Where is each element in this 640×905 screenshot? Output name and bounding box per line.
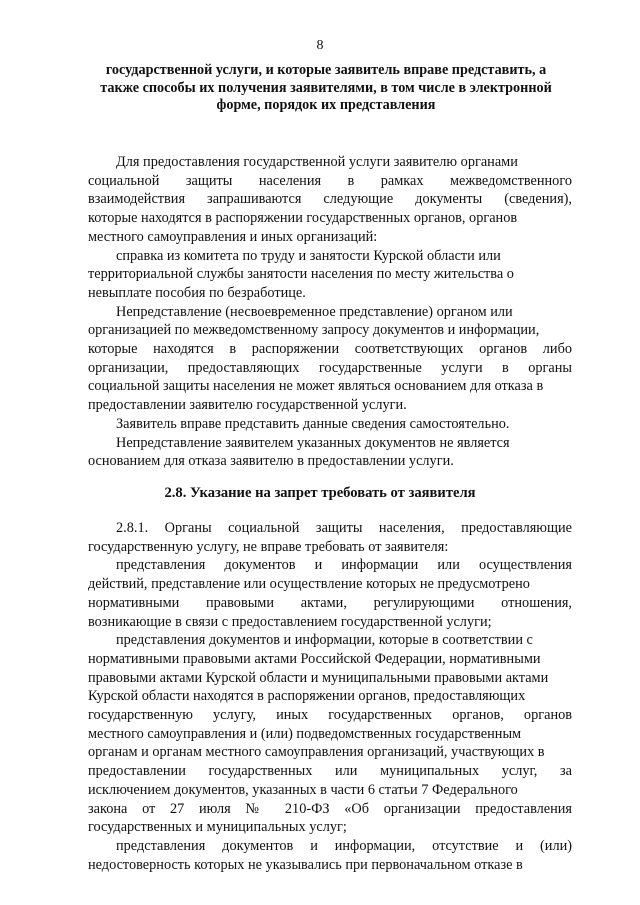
text-line: государственную услугу, не вправе требовать от заявителя: — [88, 538, 449, 555]
text-line: Заявитель вправе представить данные сведения самостоятельно. — [116, 415, 510, 432]
text-line: взаимодействия запрашиваются следующие документы (сведения), — [88, 191, 572, 208]
text-line: государственных и муниципальных услуг; — [88, 819, 347, 836]
text-line: Для предоставления государственной услуги заявителю органами — [116, 154, 518, 170]
text-line: Курской области находятся в распоряжении органов, предоставляющих — [88, 688, 526, 705]
text-line: которые находятся в распоряжении государственных органов, органов — [88, 210, 518, 227]
body-text-block-1 — [88, 153, 572, 471]
text-line: местного самоуправления и иных организаций: — [88, 228, 378, 245]
body-text-block-2 — [88, 519, 572, 874]
text-line: предоставлении заявителю государственной услуги. — [88, 397, 407, 414]
text-line: государственную услугу, иных государственных органов, органов — [88, 707, 572, 724]
heading-line: государственной услуги, и которые заявитель вправе представить, а — [105, 62, 547, 78]
text-line: справка из комитета по труду и занятости Курской области или — [116, 247, 501, 264]
text-line: 2.8.1. Органы социальной защиты населения, предоставляющие — [116, 520, 572, 536]
text-line: представления документов и информации, которые в соответствии с — [116, 632, 533, 649]
text-line: предоставлении государственных или муниципальных услуг, за — [88, 763, 572, 780]
text-line: Непредставление заявителем указанных документов не является — [116, 434, 510, 451]
text-line: нормативными правовыми актами Российской Федерации, нормативными — [88, 650, 541, 667]
text-line: которые находятся в распоряжении соответствующих органов либо — [88, 341, 572, 358]
text-line: социальной защиты населения не может являться основанием для отказа в — [88, 378, 544, 395]
text-line: нормативными правовыми актами, регулирующими отношения, — [88, 594, 572, 611]
text-line: организации, предоставляющих государственные услуги в органы — [88, 359, 572, 376]
text-line: недостоверность которых не указывались при первоначальном отказе в — [88, 856, 523, 873]
text-line: действий, представление или осуществление которых не предусмотрено — [88, 576, 530, 593]
page-number: 8 — [316, 38, 324, 53]
text-line: представления документов и информации, отсутствие и (или) — [116, 837, 572, 854]
text-line: территориальной службы занятости населения по месту жительства о — [88, 266, 514, 283]
heading-line: также способы их получения заявителями, в том числе в электронной — [100, 79, 552, 96]
text-line: невыплате пособия по безработице. — [88, 284, 306, 301]
text-line: основанием для отказа заявителю в предоставлении услуги. — [88, 453, 454, 470]
text-line: органам и органам местного самоуправления организаций, участвующих в — [88, 744, 545, 761]
text-line: местного самоуправления и (или) подведомственных государственным — [88, 725, 522, 742]
section-title: 2.8. Указание на запрет требовать от заявителя — [164, 485, 476, 501]
text-line: представления документов и информации или осуществления — [116, 557, 572, 574]
text-line: Непредставление (несвоевременное представление) органом или — [116, 303, 513, 320]
text-line: правовыми актами Курской области и муниципальными правовыми актами — [88, 669, 549, 686]
heading-line: форме, порядок их представления — [216, 97, 436, 113]
text-line: исключением документов, указанных в части 6 статьи 7 Федерального — [88, 781, 518, 798]
section-heading — [82, 62, 570, 115]
text-line: закона от 27 июля № 210-ФЗ «Об организации предоставления — [88, 800, 572, 817]
text-line: социальной защиты населения в рамках межведомственного — [88, 172, 572, 189]
text-line: возникающие в связи с предоставлением государственной услуги; — [88, 613, 492, 630]
text-line: организацией по межведомственному запросу документов и информации, — [88, 322, 540, 339]
